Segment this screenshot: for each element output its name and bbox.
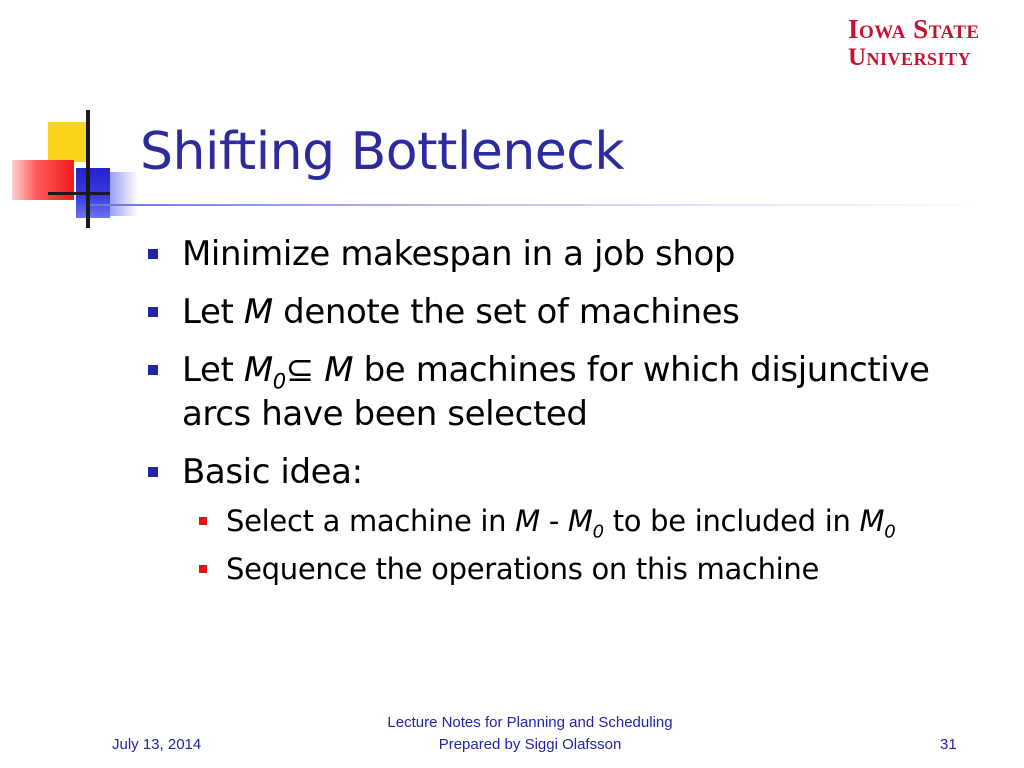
square-bullet-icon	[199, 517, 207, 525]
math-symbol: M	[243, 292, 273, 332]
bullet-item	[140, 450, 1000, 494]
slide-title: Shifting Bottleneck	[140, 122, 624, 182]
yellow-square	[48, 122, 86, 162]
square-bullet-icon	[148, 467, 158, 477]
title-underline	[90, 204, 1000, 206]
sub-bullet-text-pre: Select a machine in	[226, 504, 516, 538]
math-subscript: 0	[592, 521, 604, 543]
square-bullet-icon	[199, 565, 207, 573]
slide-body	[140, 232, 1000, 598]
math-subscript: 0	[272, 368, 286, 394]
subset-operator: ⊆	[285, 350, 325, 390]
bullet-item	[140, 348, 1000, 436]
footer-date: July 13, 2014	[112, 736, 202, 753]
vertical-line	[86, 110, 90, 228]
bullet-text-post: denote the set of machines	[272, 292, 740, 332]
footer-line-1: Lecture Notes for Planning and Scheduling	[387, 714, 673, 731]
math-symbol: M	[567, 504, 593, 538]
bullet-text-pre: Let	[182, 350, 244, 390]
square-bullet-icon	[148, 249, 158, 259]
square-bullet-icon	[148, 307, 158, 317]
footer-center	[300, 712, 760, 756]
bullet-text: Basic idea:	[182, 452, 363, 492]
math-symbol: M	[859, 504, 885, 538]
bullet-text-pre: Let	[182, 292, 244, 332]
math-symbol: M	[515, 504, 540, 538]
math-symbol: M	[243, 350, 273, 390]
footer-line-2: Prepared by Siggi Olafsson	[438, 736, 622, 753]
math-subscript: 0	[884, 521, 896, 543]
horizontal-line	[48, 192, 110, 195]
sub-bullet-text: Sequence the operations on this machine	[226, 552, 820, 586]
sub-bullet-text-post: to be included in	[603, 504, 860, 538]
bullet-item	[140, 232, 1000, 276]
bullet-text: Minimize makespan in a job shop	[182, 234, 736, 274]
logo-line-2: University	[848, 44, 972, 71]
sub-bullet-item	[0, 502, 1000, 543]
square-bullet-icon	[148, 365, 158, 375]
bullet-text-post: be machines for which disjunctive arcs have been selected	[182, 350, 930, 434]
math-symbol: M	[324, 350, 354, 390]
logo-line-1: Iowa State	[848, 14, 980, 44]
iowa-state-logo	[848, 16, 998, 70]
bullet-item	[140, 290, 1000, 334]
slide-number: 31	[940, 736, 957, 753]
minus-operator: -	[539, 504, 568, 538]
sub-bullet-item	[0, 550, 1000, 588]
